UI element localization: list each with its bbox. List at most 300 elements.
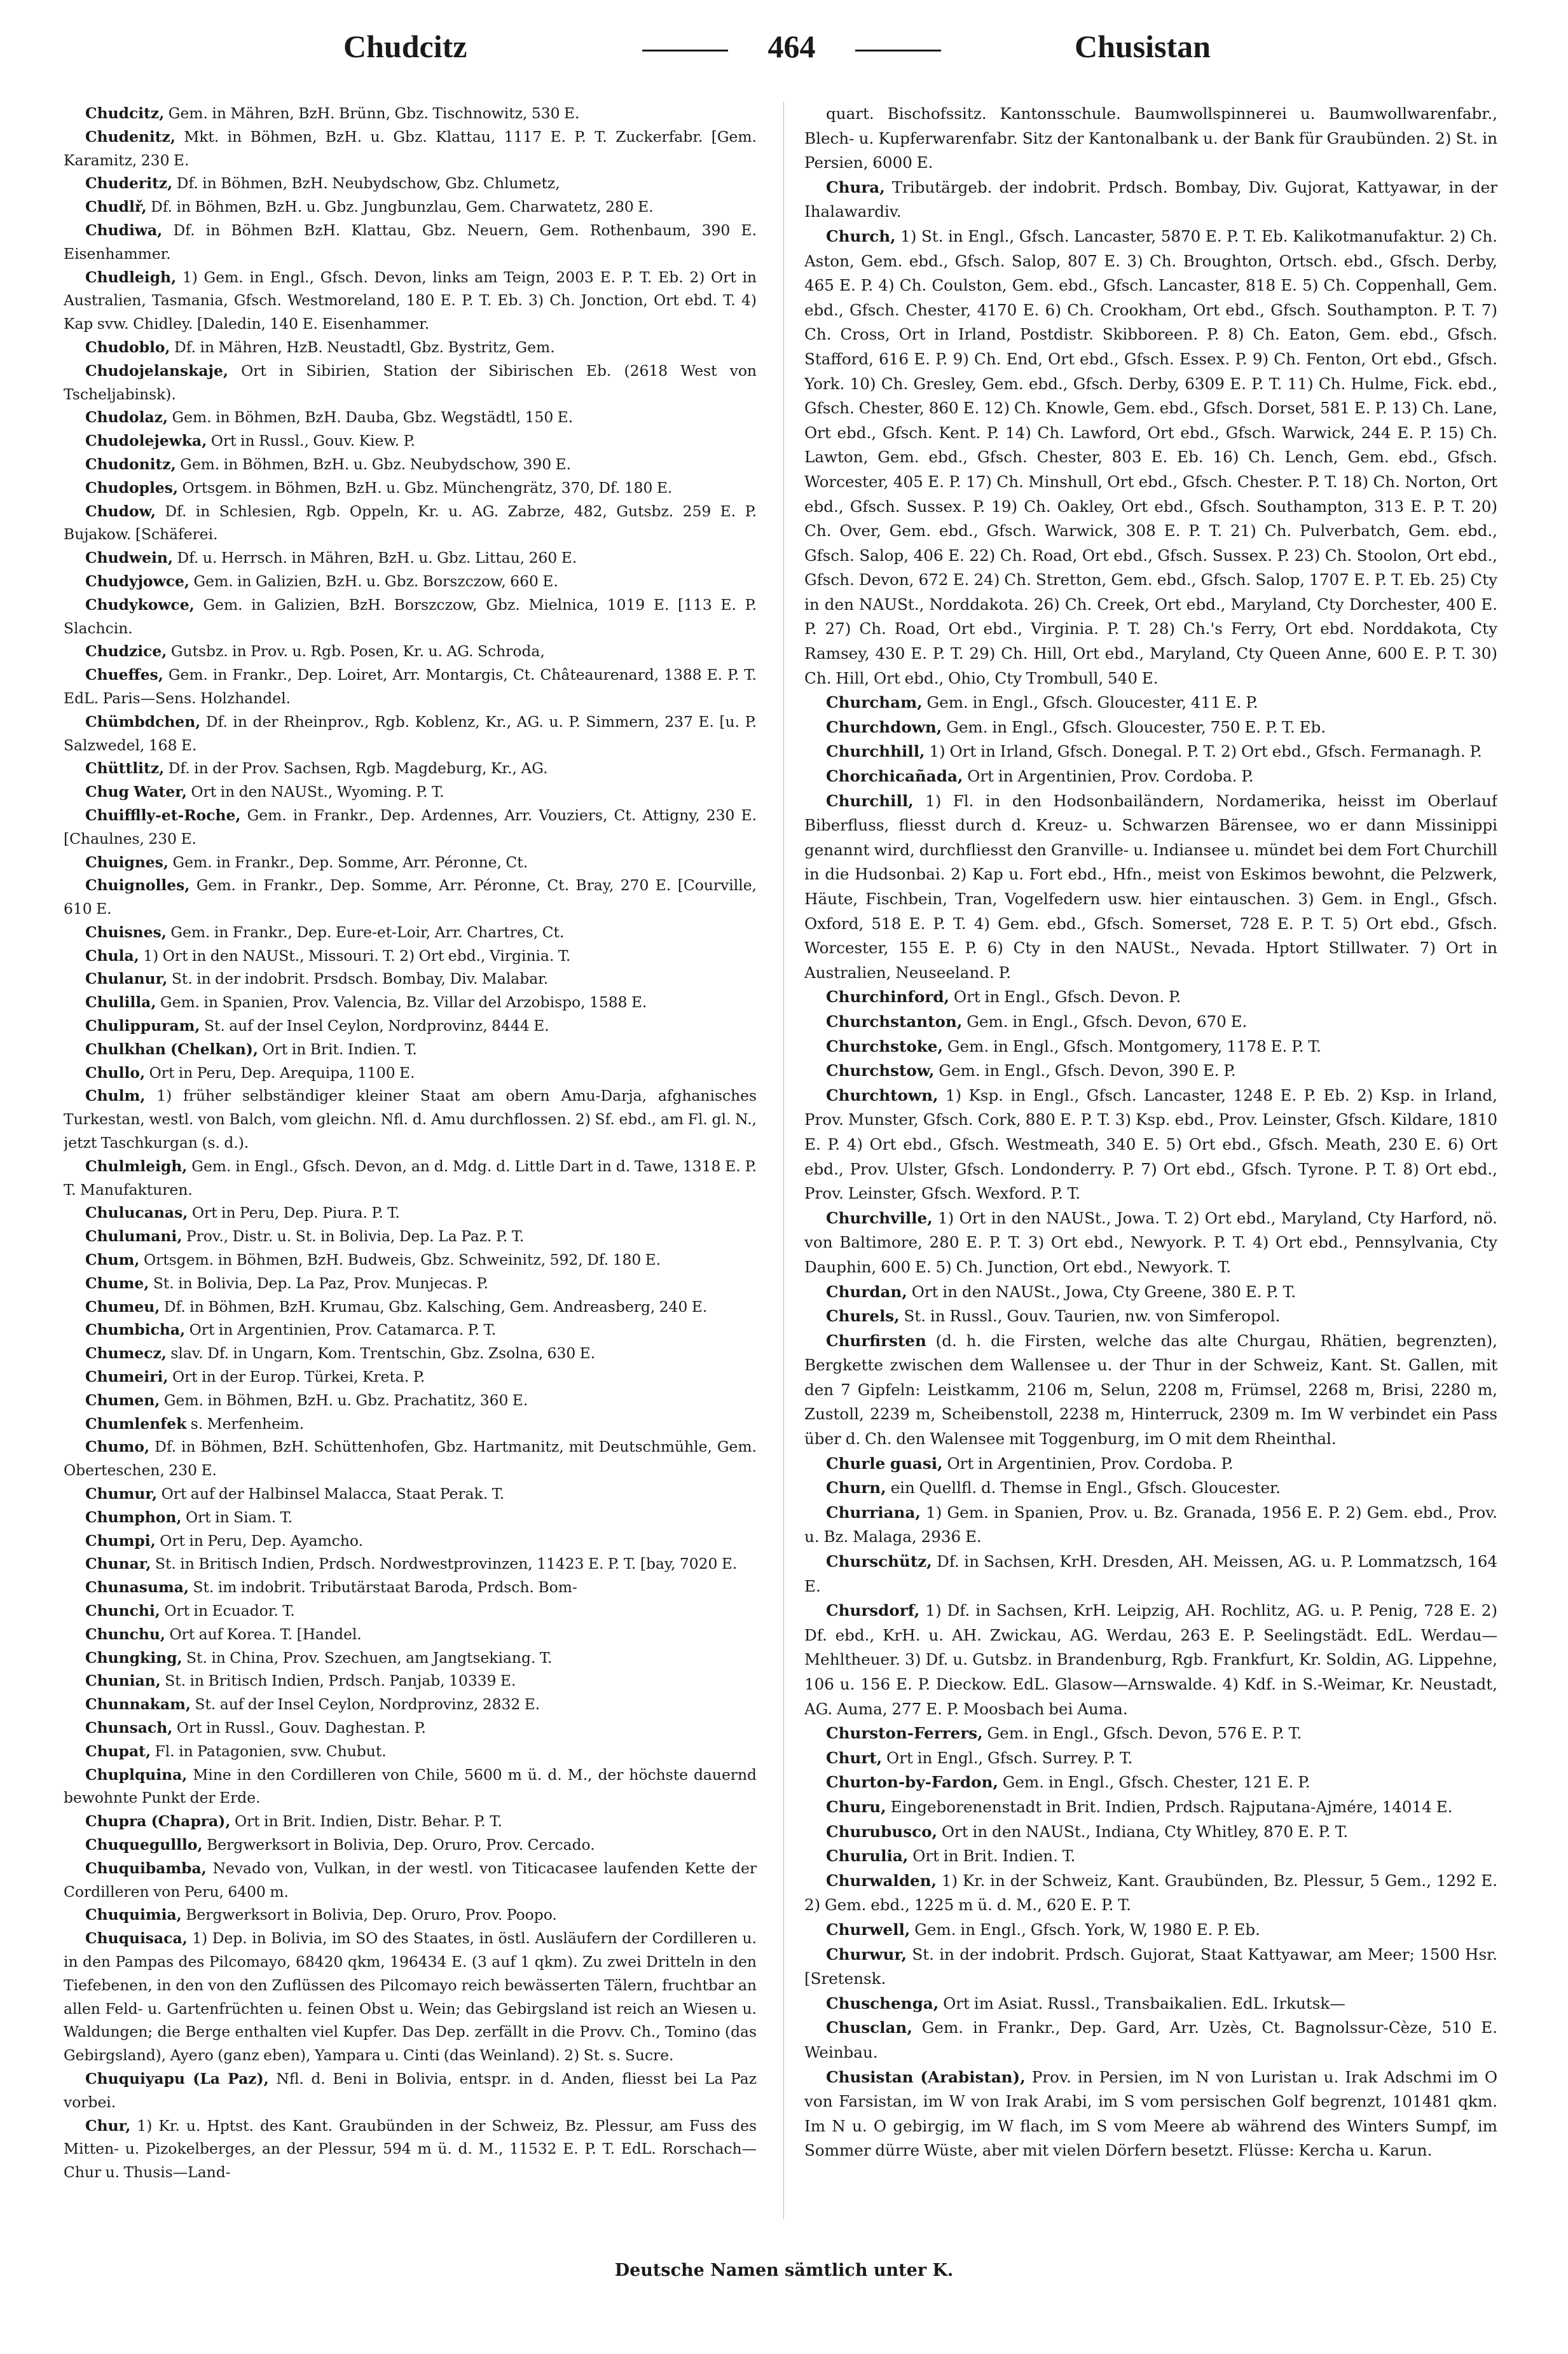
- entry-headword: Chunchi,: [85, 1602, 160, 1620]
- entry-text: Ortsgem. in Böhmen, BzH. Budweis, Gbz. Schweinitz, 592, Df. 180 E.: [143, 1251, 661, 1269]
- entry-text: Df. in der Rheinprov., Rgb. Koblenz, Kr., AG. u. P. Simmern, 237 E. [u. P. Salzwedel, 168 E.: [64, 712, 757, 754]
- entry: [804, 715, 1497, 740]
- entry-text: 1) Dep. in Bolivia, im SO des Staates, in östl. Ausläufern der Cordilleren u. in den Pampas des Pilcomayo, 68420 qkm, 196434 E. (3 auf 1 qkm). Zu zwei Dritteln in den Tiefebenen, in den von den Zuflüssen des Pilcomayo reich bewässerten Tälern, fruchtbar an allen Feld- u. Gartenfrüchten u. feinen Obst u. Wein; das Gebirgsland ist reich an Wiesen u. Waldungen; die Berge enthalten viel Kupfer. Das Dep. zerfällt in die Provv. Ch., Tomino (das Gebirgsland), Ayero (ganz eben), Yampara u. Cinti (das Weinland). 2) St. s. Sucre.: [64, 1929, 757, 2065]
- entry: [64, 1857, 757, 1904]
- entry-text: Ort in Russl., Gouv. Kiew. P.: [210, 432, 415, 450]
- entry-headword: Churchill,: [826, 791, 914, 810]
- entry: [64, 921, 757, 944]
- entry-headword: Chudyjowce,: [85, 572, 190, 590]
- entry-text: Ort in Peru, Dep. Ayamcho.: [160, 1531, 364, 1550]
- entry-headword: Chuignolles,: [85, 876, 190, 895]
- entry: [64, 2114, 757, 2184]
- entry: [804, 1010, 1497, 1035]
- entry: [64, 1669, 757, 1693]
- entry-headword: Chuignes,: [85, 853, 169, 871]
- entry-text: Gem. in Engl., Gfsch. Chester, 121 E. P.: [1002, 1773, 1310, 1792]
- entry: [804, 691, 1497, 715]
- entry-headword: Chumpi,: [85, 1531, 156, 1550]
- entry-text: St. im indobrit. Tributärstaat Baroda, Prdsch. Bom-: [193, 1578, 577, 1597]
- entry-text: Ort auf Korea. T. [Handel.: [169, 1625, 362, 1643]
- entry-text: Ortsgem. in Böhmen, BzH. u. Gbz. Münchengrätz, 370, Df. 180 E.: [182, 478, 673, 497]
- entry-text: Ort in Argentinien, Prov. Cordoba. P.: [967, 767, 1254, 786]
- entry: [64, 1389, 757, 1412]
- entry-text: Mine in den Cordilleren von Chile, 5600 m ü. d. M., der höchste dauernd bewohnte Punkt der Erde.: [64, 1765, 757, 1807]
- entry-headword: Chüttlitz,: [85, 759, 165, 778]
- entry: [64, 1201, 757, 1225]
- entry-headword: Chudleigh,: [85, 268, 177, 286]
- entry-headword: Chorchicañada,: [826, 767, 963, 786]
- entry-text: 1) Ort in den NAUSt., Jowa. T. 2) Ort ebd., Maryland, Cty Harford, nö. von Baltimore, 280 E. P. T. 3) Ort ebd., Newyork. P. T. 4) Ort ebd., Pennsylvania, Cty Dauphin, 600 E. 5) Ch. Junction, Ort ebd., Newyork. T.: [804, 1208, 1497, 1276]
- entry-text: Ort in Brit. Indien. T.: [262, 1040, 417, 1058]
- entry-text: Eingeborenenstadt in Brit. Indien, Prdsch. Rajputana-Ajmére, 14014 E.: [890, 1797, 1453, 1816]
- entry: [64, 476, 757, 500]
- entry: [64, 1412, 757, 1436]
- entry-text: Ort in Ecuador. T.: [164, 1602, 295, 1620]
- entry-text: Df. in Böhmen, BzH. Krumau, Gbz. Kalsching, Gem. Andreasberg, 240 E.: [163, 1297, 708, 1316]
- entry-headword: Churt,: [826, 1748, 883, 1767]
- entry-headword: Chulanur,: [85, 970, 168, 988]
- entry: [64, 1272, 757, 1295]
- entry-headword: Churwalden,: [826, 1871, 937, 1890]
- entry-headword: Chursdorf,: [826, 1601, 920, 1620]
- entry: [804, 1869, 1497, 1918]
- entry: [64, 102, 757, 125]
- entry-headword: Churchville,: [826, 1208, 933, 1227]
- entry-headword: Chuquisaca,: [85, 1929, 188, 1948]
- entry-headword: Churcham,: [826, 693, 923, 712]
- entry: [64, 944, 757, 968]
- entry: [64, 1061, 757, 1085]
- entry-text: Prov., Distr. u. St. in Bolivia, Dep. La Paz. P. T.: [186, 1227, 525, 1246]
- entry: [64, 804, 757, 851]
- entry-text: Bergwerksort in Bolivia, Dep. Oruro, Prov. Cercado.: [207, 1835, 595, 1854]
- entry-headword: Chudonitz,: [85, 455, 176, 473]
- entry: [64, 1295, 757, 1319]
- entry-text: Df. in Böhmen, BzH. u. Gbz. Jungbunzlau, Gem. Charwatetz, 280 E.: [151, 198, 654, 216]
- entry-text: Ort in Peru, Dep. Arequipa, 1100 E.: [149, 1063, 415, 1082]
- entry-text: 1) Kr. in der Schweiz, Kant. Graubünden, Bz. Plessur, 5 Gem., 1292 E. 2) Gem. ebd., 1225 m ü. d. M., 620 E. P. T.: [804, 1871, 1497, 1915]
- entry: [804, 985, 1497, 1010]
- entry: [64, 2067, 757, 2114]
- entry-text: Df. u. Herrsch. in Mähren, BzH. u. Gbz. Littau, 260 E.: [177, 549, 577, 567]
- entry-text: Mkt. in Böhmen, BzH. u. Gbz. Klattau, 1117 E. P. T. Zuckerfabr. [Gem. Karamitz, 230 E.: [64, 127, 757, 169]
- entry-headword: Chudojelanskaje,: [85, 361, 228, 380]
- entry-headword: Chudzice,: [85, 642, 167, 661]
- entry-text: Ort in Peru, Dep. Piura. P. T.: [191, 1204, 400, 1222]
- entry-text: Gem. in Frankr., Dep. Somme, Arr. Péronne, Ct. Bray, 270 E. [Courville, 610 E.: [64, 876, 757, 918]
- entry-text: Gem. in Böhmen, BzH. u. Gbz. Prachatitz, 360 E.: [163, 1391, 528, 1409]
- entry: [64, 710, 757, 757]
- entry-text: Ort in Engl., Gfsch. Devon. P.: [953, 988, 1181, 1007]
- entry-headword: Churchstow,: [826, 1061, 935, 1080]
- entry: [804, 1820, 1497, 1845]
- entry: [804, 1844, 1497, 1869]
- entry-text: St. in Russl., Gouv. Taurien, nw. von Simferopol.: [904, 1307, 1281, 1326]
- entry-headword: Churchtown,: [826, 1085, 939, 1105]
- entry: [64, 1225, 757, 1248]
- entry: [804, 224, 1497, 691]
- entry-headword: Chuquimia,: [85, 1906, 182, 1924]
- entry: [64, 1365, 757, 1389]
- entry-headword: Chumecz,: [85, 1344, 167, 1363]
- entry: [64, 1342, 757, 1365]
- entry-headword: Chudcitz,: [85, 104, 165, 122]
- entry-headword: Chupat,: [85, 1742, 151, 1760]
- entry-headword: Chusclan,: [826, 2018, 912, 2037]
- entry-headword: Chudenitz,: [85, 127, 175, 146]
- entry-text: Df. in Mähren, HzB. Neustadtl, Gbz. Bystritz, Gem.: [174, 338, 555, 356]
- entry-text: Gem. in Frankr., Dep. Somme, Arr. Péronne, Ct.: [172, 853, 528, 871]
- entry: [64, 1318, 757, 1342]
- entry-headword: Chumlenfek: [85, 1414, 187, 1433]
- header-dash-right: [855, 50, 941, 52]
- entry-text: Gem. in Engl., Gfsch. Gloucester, 411 E. P.: [926, 693, 1258, 712]
- entry-text: Gem. in Engl., Gfsch. Devon, 576 E. P. T.: [987, 1724, 1302, 1743]
- entry: [64, 1810, 757, 1833]
- entry-text: Ort in den NAUSt., Jowa, Cty Greene, 380 E. P. T.: [911, 1282, 1296, 1301]
- entry: [64, 195, 757, 219]
- entry-headword: Chumen,: [85, 1391, 160, 1409]
- entry-headword: Churwur,: [826, 1944, 907, 1964]
- page-footer-note: Deutsche Namen sämtlich unter K.: [614, 2261, 954, 2280]
- entry-headword: Chulmleigh,: [85, 1157, 188, 1175]
- entry: [64, 172, 757, 195]
- entry-text: St. in Britisch Indien, Prdsch. Panjab, 10339 E.: [165, 1672, 516, 1690]
- entry-headword: Chulippuram,: [85, 1017, 200, 1035]
- entry-text: 1) Df. in Sachsen, KrH. Leipzig, AH. Rochlitz, AG. u. P. Penig, 728 E. 2) Df. ebd., KrH. u. AH. Zwickau, AG. Werdau, 263 E. P. Seelingstädt. EdL. Werdau—Mehltheuer. 3) Df. u. Gutsbz. in Brandenburg, Rgb. Frankfurt, Kr. Soldin, AG. Lippehne, 106 u. 156 E. P. Dieckow. EdL. Glasow—Arnswalde. 4) Kdf. in S.-Weimar, Kr. Neustadt, AG. Auma, 277 E. P. Moosbach bei Auma.: [804, 1601, 1497, 1718]
- entry-headword: Chudolejewka,: [85, 432, 207, 450]
- entry: [804, 1721, 1497, 1746]
- right-column: [804, 102, 1497, 2219]
- entry: [804, 764, 1497, 789]
- entry-headword: Churchhill,: [826, 742, 925, 761]
- entry: [804, 102, 1497, 176]
- entry: [64, 219, 757, 266]
- entry-headword: Chuquegulllo,: [85, 1835, 203, 1854]
- entry-headword: Churchstoke,: [826, 1036, 944, 1056]
- entry: [64, 1599, 757, 1623]
- entry: [804, 1452, 1497, 1476]
- entry-headword: Churton-by-Fardon,: [826, 1773, 998, 1792]
- entry-text: (d. h. die Firsten, welche das alte Churgau, Rhätien, begrenzten), Bergkette zwischen dem Wallensee u. der Thur in der Schweiz, Kant. St. Gallen, mit den 7 Gipfeln: Leistkamm, 2106 m, Selun, 2208 m, Frümsel, 2268 m, Brisi, 2280 m, Zustoll, 2239 m, Scheibenstoll, 2238 m, Hinterruck, 2309 m. Im W verbindet ein Pass über d. Ch. den Walensee mit Toggenburg, im O mit dem Rheinthal.: [804, 1331, 1497, 1449]
- entry: [64, 593, 757, 640]
- entry: [64, 1763, 757, 1810]
- entry-text: ein Quellfl. d. Themse in Engl., Gfsch. Gloucester.: [890, 1478, 1281, 1497]
- entry-text: St. auf der Insel Ceylon, Nordprovinz, 8444 E.: [203, 1017, 549, 1035]
- entry-text: Ort in Engl., Gfsch. Surrey. P. T.: [886, 1748, 1133, 1767]
- entry-headword: Chuquiyapu (La Paz),: [85, 2069, 269, 2088]
- header-dash-left: [642, 50, 728, 52]
- entry-headword: Chudow,: [85, 502, 156, 520]
- entry-headword: Churu,: [826, 1797, 886, 1816]
- entry: [64, 125, 757, 172]
- entry: [64, 453, 757, 476]
- entry-headword: Chuisnes,: [85, 923, 167, 941]
- entry: [64, 266, 757, 336]
- entry-text: St. in der indobrit. Prdsch. Gujorat, Staat Kattyawar, am Meer; 1500 Hsr. [Sretensk.: [804, 1944, 1497, 1988]
- entry: [804, 1059, 1497, 1084]
- entry-text: Gem. in Galizien, BzH. u. Gbz. Borszczow, 660 E.: [193, 572, 558, 590]
- entry: [804, 1084, 1497, 1206]
- entry-headword: Chueffes,: [85, 666, 163, 684]
- entry: [64, 1506, 757, 1529]
- entry-text: Gem. in Frankr., Dep. Gard, Arr. Uzès, Ct. Bagnolssur-Cèze, 510 E. Weinbau.: [804, 2018, 1497, 2061]
- entry: [804, 1035, 1497, 1059]
- entry-text: 1) Kr. u. Hptst. des Kant. Graubünden in der Schweiz, Bz. Plessur, am Fuss des Mitten- u. Pizokelberges, an der Plessur, 594 m ü. d. M., 11532 E. P. T. EdL. Rorschach—Chur u. Thusis—Land-: [64, 2116, 757, 2182]
- entry-text: Nevado von, Vulkan, in der westl. von Titicacasee laufenden Kette der Cordilleren von Peru, 6400 m.: [64, 1859, 757, 1901]
- entry-text: 1) St. in Engl., Gfsch. Lancaster, 5870 E. P. T. Eb. Kalikotmanufaktur. 2) Ch. Aston, Gem. ebd., Gfsch. Salop, 807 E. 3) Ch. Broughton, Ortsch. ebd., Gfsch. Derby, 465 E. P. 4) Ch. Coulston, Gem. ebd., Gfsch. Lancaster, 818 E. 5) Ch. Coppenhall, Gem. ebd., Gfsch. Chester, 4170 E. 6) Ch. Crookham, Ort ebd., Gfsch. Southampton. P. T. 7) Ch. Cross, Ort in Irland, Postdistr. Skibboreen. P. 8) Ch. Eaton, Gem. ebd., Gfsch. Stafford, 616 E. P. 9) Ch. End, Ort ebd., Gfsch. Essex. P. 9) Ch. Fenton, Ort ebd., Gfsch. York. 10) Ch. Gresley, Gem. ebd., Gfsch. Derby, 6309 E. P. T. 11) Ch. Hulme, Fick. ebd., Gfsch. Chester, 860 E. 12) Ch. Knowle, Gem. ebd., Gfsch. Dorset, 581 E. P. 13) Ch. Lane, Ort ebd., Gfsch. Kent. P. 14) Ch. Lawford, Ort ebd., Gfsch. Warwick, 244 E. P. 15) Ch. Lawton, Gem. ebd., Gfsch. Chester, 803 E. Eb. 16) Ch. Lench, Gem. ebd., Gfsch. Worcester, 405 E. P. 17) Ch. Minshull, Ort ebd., Gfsch. Chester. P. T. 18) Ch. Norton, Ort ebd., Gfsch. Sussex. P. 19) Ch. Oakley, Ort ebd., Gfsch. Southampton, 313 E. P. T. 20) Ch. Over, Gem. ebd., Gfsch. Warwick, 308 E. P. T. 21) Ch. Pulverbatch, Gem. ebd., Gfsch. Salop, 406 E. 22) Ch. Road, Ort ebd., Gfsch. Sussex. P. 23) Ch. Stoolon, Ort ebd., Gfsch. Devon, 672 E. 24) Ch. Stretton, Gem. ebd., Gfsch. Salop, 1707 E. P. T. Eb. 25) Cty in den NAUSt., Norddakota. 26) Ch. Creek, Ort ebd., Maryland, Cty Dorchester, 400 E. P. 27) Ch. Road, Ort ebd., Virginia. P. T. 28) Ch.'s Ferry, Ort ebd. Norddakota, Cty Ramsey, 430 E. P. T. 29) Ch. Hill, Ort ebd., Maryland, Cty Queen Anne, 600 E. P. T. 30) Ch. Hill, Ort ebd., Ohio, Cty Trombull, 540 E.: [804, 226, 1497, 687]
- entry-text: Ort in Brit. Indien, Distr. Behar. P. T.: [234, 1812, 502, 1831]
- entry: [64, 1552, 757, 1576]
- entry: [64, 1927, 757, 2067]
- entry: [64, 406, 757, 429]
- entry: [64, 851, 757, 874]
- entry-headword: Chuifflly-et-Roche,: [85, 806, 241, 824]
- entry-headword: Chumbicha,: [85, 1321, 186, 1339]
- entry-text: Bergwerksort in Bolivia, Dep. Oruro, Prov. Poopo.: [186, 1906, 557, 1924]
- entry-headword: Chudykowce,: [85, 595, 195, 614]
- entry: [804, 2065, 1497, 2163]
- entry: [804, 1746, 1497, 1771]
- entry-headword: Chuquibamba,: [85, 1859, 207, 1877]
- entry: [64, 1576, 757, 1599]
- entry-headword: Churchinford,: [826, 988, 950, 1007]
- entry-headword: Chunnakam,: [85, 1695, 191, 1714]
- entry: [64, 336, 757, 359]
- entry: [64, 500, 757, 547]
- entry-text: Prov. in Persien, im N von Luristan u. Irak Adschmi im O von Farsistan, im W von Irak Arabi, im S vom persischen Golf begrenzt, 101481 qkm. Im N u. O gebirgig, im W flach, im S vom Meere ab während des Winters Sumpf, im Sommer dürre Wüste, aber mit vielen Dörfern besetzt. Flüsse: Kercha u. Karun.: [804, 2067, 1497, 2160]
- entry-text: Gem. in Spanien, Prov. Valencia, Bz. Villar del Arzobispo, 1588 E.: [160, 993, 647, 1012]
- entry-headword: Chunian,: [85, 1672, 161, 1690]
- entry-text: s. Merfenheim.: [190, 1414, 305, 1433]
- entry-headword: Churubusco,: [826, 1822, 938, 1841]
- entry: [64, 1084, 757, 1154]
- entry-headword: Chudoblo,: [85, 338, 170, 356]
- entry-headword: Chullo,: [85, 1063, 146, 1082]
- entry: [804, 1329, 1497, 1452]
- entry-text: quart. Bischofssitz. Kantonsschule. Baumwollspinnerei u. Baumwollwarenfabr., Blech- u. Kupferwarenfabr. Sitz der Kantonalbank u. der Bank für Graubünden. 2) St. in Persien, 6000 E.: [804, 104, 1497, 172]
- entry-text: St. auf der Insel Ceylon, Nordprovinz, 2832 E.: [195, 1695, 540, 1714]
- entry: [804, 1918, 1497, 1943]
- entry: [804, 1599, 1497, 1721]
- entry-text: Gem. in Frankr., Dep. Loiret, Arr. Montargis, Ct. Châteaurenard, 1388 E. P. T. EdL. Paris—Sens. Holzhandel.: [64, 666, 757, 707]
- entry-text: Ort im Asiat. Russl., Transbaikalien. EdL. Irkutsk—: [943, 1993, 1345, 2013]
- entry: [804, 2016, 1497, 2065]
- entry-headword: Chuschenga,: [826, 1993, 939, 2013]
- entry-text: Ort in der Europ. Türkei, Kreta. P.: [172, 1368, 425, 1386]
- entry-headword: Churston-Ferrers,: [826, 1724, 983, 1743]
- entry-headword: Chulilla,: [85, 993, 156, 1012]
- entry-text: Gem. in Engl., Gfsch. Montgomery, 1178 E. P. T.: [947, 1036, 1321, 1056]
- entry-headword: Chumur,: [85, 1485, 158, 1503]
- entry-text: Gem. in Engl., Gfsch. Devon, 670 E.: [966, 1012, 1248, 1031]
- entry-text: Gem. in Engl., Gfsch. Devon, an d. Mdg. d. Little Dart in d. Tawe, 1318 E. P. T. Manufakturen.: [64, 1157, 757, 1199]
- entry-headword: Chunchu,: [85, 1625, 166, 1643]
- entry-text: 1) Ort in Irland, Gfsch. Donegal. P. T. 2) Ort ebd., Gfsch. Fermanagh. P.: [929, 742, 1482, 761]
- entry-text: Gem. in Engl., Gfsch. Gloucester, 750 E. P. T. Eb.: [946, 717, 1326, 736]
- entry-text: Ort in Argentinien, Prov. Cordoba. P.: [947, 1454, 1234, 1473]
- entry-text: Gem. in Engl., Gfsch. Devon, 390 E. P.: [939, 1061, 1236, 1080]
- entry-text: Ort in Sibirien, Station der Sibirischen Eb. (2618 West von Tscheljabinsk).: [64, 361, 757, 403]
- entry-headword: Churwell,: [826, 1920, 911, 1939]
- entry-headword: Chudolaz,: [85, 408, 168, 427]
- entry-text: Ort in Brit. Indien. T.: [912, 1847, 1076, 1866]
- entry-headword: Churn,: [826, 1478, 886, 1497]
- entry-headword: Churels,: [826, 1307, 900, 1326]
- entry-headword: Chur,: [85, 2116, 131, 2135]
- entry-headword: Chungking,: [85, 1648, 182, 1667]
- entry-text: Gem. in Engl., Gfsch. York, W, 1980 E. P. Eb.: [914, 1920, 1260, 1939]
- entry-headword: Chunasuma,: [85, 1578, 189, 1597]
- entry: [64, 1903, 757, 1927]
- entry: [64, 359, 757, 406]
- entry: [64, 570, 757, 593]
- entry-headword: Chunsach,: [85, 1718, 173, 1737]
- entry: [64, 1693, 757, 1716]
- entry: [804, 789, 1497, 986]
- entry-headword: Chunar,: [85, 1555, 151, 1573]
- entry-headword: Churfirsten: [826, 1331, 926, 1350]
- entry-headword: Chusistan (Arabistan),: [826, 2067, 1026, 2086]
- entry: [804, 1501, 1497, 1550]
- entry-headword: Chura,: [826, 177, 885, 196]
- entry: [804, 1206, 1497, 1280]
- entry-headword: Churle guasi,: [826, 1454, 943, 1473]
- entry: [64, 1716, 757, 1740]
- entry: [64, 1482, 757, 1506]
- entry: [64, 1740, 757, 1763]
- entry: [804, 1476, 1497, 1501]
- page-number: 464: [767, 29, 816, 64]
- entry: [804, 1550, 1497, 1599]
- entry-headword: Chulkhan (Chelkan),: [85, 1040, 259, 1058]
- entry-headword: Church,: [826, 226, 896, 245]
- entry-text: 1) Ksp. in Engl., Gfsch. Lancaster, 1248 E. P. Eb. 2) Ksp. in Irland, Prov. Munster, Gfsch. Cork, 880 E. P. T. 3) Ksp. ebd., Prov. Leinster, Gfsch. Kildare, 1810 E. P. 4) Ort ebd., Gfsch. Westmeath, 340 E. 5) Ort ebd., Gfsch. Meath, 230 E. 6) Ort ebd., Prov. Ulster, Gfsch. Londonderry. P. 7) Ort ebd., Gfsch. Tyrone. P. T. 8) Ort ebd., Prov. Leinster, Gfsch. Wexford. P. T.: [804, 1085, 1497, 1203]
- entry: [64, 1833, 757, 1857]
- entry-headword: Churriana,: [826, 1503, 921, 1522]
- entry: [804, 1280, 1497, 1305]
- entry-headword: Chumphon,: [85, 1508, 182, 1526]
- entry: [64, 546, 757, 570]
- entry: [64, 967, 757, 991]
- entry: [64, 1623, 757, 1646]
- entry-headword: Chupra (Chapra),: [85, 1812, 231, 1831]
- entry: [64, 1155, 757, 1202]
- entry-headword: Chümbdchen,: [85, 712, 201, 731]
- entry-headword: Chudoples,: [85, 478, 179, 497]
- entry-headword: Chum,: [85, 1251, 140, 1269]
- entry-text: Nfl. d. Beni in Bolivia, entspr. in d. Anden, fliesst bei La Paz vorbei.: [64, 2069, 757, 2111]
- entry-text: St. in China, Prov. Szechuen, am Jangtsekiang. T.: [186, 1648, 553, 1667]
- entry-text: St. in der indobrit. Prsdsch. Bombay, Div. Malabar.: [171, 970, 549, 988]
- entry-text: 1) Fl. in den Hodsonbailändern, Nordamerika, heisst im Oberlauf Biberfluss, fliesst durch d. Kreuz- u. Schwarzen Bärensee, wo er dann Missinippi genannt wird, durchfliesst den Granville- u. Indiansee u. mündet bei dem Fort Churchill in die Hudsonbai. 2) Kap u. Fort ebd., Hfn., meist von Eskimos bewohnt, die Pelzwerk, Häute, Fischbein, Tran, Vogelfedern usw. hier eintauschen. 3) Gem. in Engl., Gfsch. Oxford, 518 E. P. T. 4) Gem. ebd., Gfsch. Somerset, 728 E. P. T. 5) Ort ebd., Gfsch. Worcester, 155 E. P. 6) Cty in den NAUSt., Nevada. Hptort Stillwater. 7) Ort in Australien, Neuseeland. P.: [804, 791, 1497, 982]
- column-divider: [783, 102, 784, 2219]
- entry: [64, 991, 757, 1014]
- entry-text: slav. Df. in Ungarn, Kom. Trentschin, Gbz. Zsolna, 630 E.: [170, 1344, 596, 1363]
- entry-headword: Chula,: [85, 946, 139, 965]
- entry: [804, 740, 1497, 764]
- entry: [64, 1248, 757, 1272]
- entry: [64, 1435, 757, 1482]
- entry: [64, 429, 757, 453]
- entry-text: Ort in den NAUSt., Indiana, Cty Whitley, 870 E. P. T.: [941, 1822, 1349, 1841]
- entry-text: Ort in Russl., Gouv. Daghestan. P.: [176, 1718, 426, 1737]
- entry-headword: Churschütz,: [826, 1552, 932, 1571]
- entry-text: St. in Britisch Indien, Prdsch. Nordwestprovinzen, 11423 E. P. T. [bay, 7020 E.: [155, 1555, 738, 1573]
- entry: [64, 757, 757, 780]
- entry-text: Tributärgeb. der indobrit. Prdsch. Bombay, Div. Gujorat, Kattyawar, in der Ihalawardiv.: [804, 177, 1497, 221]
- entry-text: Df. in Böhmen, BzH. Schüttenhofen, Gbz. Hartmanitz, mit Deutschmühle, Gem. Oberteschen, 230 E.: [64, 1438, 757, 1480]
- entry-headword: Churdan,: [826, 1282, 907, 1301]
- entry-text: Gem. in Mähren, BzH. Brünn, Gbz. Tischnowitz, 530 E.: [168, 104, 580, 122]
- entry: [64, 780, 757, 804]
- entry-headword: Chulucanas,: [85, 1204, 188, 1222]
- entry-headword: Chumeiri,: [85, 1368, 168, 1386]
- entry-headword: Churchstanton,: [826, 1012, 963, 1031]
- entry-text: Df. in der Prov. Sachsen, Rgb. Magdeburg, Kr., AG.: [168, 759, 548, 778]
- entry: [64, 1038, 757, 1061]
- entry-headword: Chudwein,: [85, 549, 174, 567]
- entry-headword: Chudlř,: [85, 198, 147, 216]
- entry-headword: Chulumani,: [85, 1227, 182, 1246]
- entry-text: Df. in Böhmen BzH. Klattau, Gbz. Neuern, Gem. Rothenbaum, 390 E. Eisenhammer.: [64, 221, 757, 263]
- entry-text: Gem. in Böhmen, BzH. u. Gbz. Neubydschow, 390 E.: [180, 455, 572, 473]
- running-header: [95, 25, 1475, 76]
- entry: [64, 1646, 757, 1670]
- entry: [804, 1992, 1497, 2016]
- entry-text: Ort auf der Halbinsel Malacca, Staat Perak. T.: [161, 1485, 505, 1503]
- entry-text: Gutsbz. in Prov. u. Rgb. Posen, Kr. u. AG. Schroda,: [170, 642, 545, 661]
- entry-text: Ort in Siam. T.: [185, 1508, 293, 1526]
- entry-headword: Chumo,: [85, 1438, 150, 1456]
- entry-headword: Chume,: [85, 1274, 149, 1292]
- entry-text: Gem. in Böhmen, BzH. Dauba, Gbz. Wegstädtl, 150 E.: [172, 408, 574, 427]
- entry: [804, 176, 1497, 224]
- left-column: [64, 102, 757, 2219]
- entry-text: Ort in Argentinien, Prov. Catamarca. P. T.: [189, 1321, 497, 1339]
- entry-headword: Chuderitz,: [85, 174, 173, 193]
- entry-headword: Churchdown,: [826, 717, 942, 736]
- entry-text: Gem. in Frankr., Dep. Ardennes, Arr. Vouziers, Ct. Attigny, 230 E. [Chaulnes, 230 E.: [64, 806, 757, 848]
- entry-headword: Chumeu,: [85, 1297, 160, 1316]
- header-first-keyword: Chudcitz: [343, 29, 467, 64]
- entry: [804, 1770, 1497, 1795]
- entry-text: Fl. in Patagonien, svw. Chubut.: [155, 1742, 387, 1760]
- entry-headword: Chuplquina,: [85, 1765, 188, 1784]
- entry-headword: Churulia,: [826, 1847, 909, 1866]
- entry: [804, 1943, 1497, 1992]
- entry-text: 1) früher selbständiger kleiner Staat am obern Amu-Darja, afghanisches Turkestan, westl. von Balch, vom gleichn. Nfl. d. Amu durchflossen. 2) Sf. ebd., am Fl. gl. N., jetzt Taschkurgan (s. d.).: [64, 1087, 757, 1152]
- entry-headword: Chudiwa,: [85, 221, 163, 239]
- entry: [64, 1014, 757, 1038]
- entry: [64, 663, 757, 710]
- entry-text: Gem. in Frankr., Dep. Eure-et-Loir, Arr. Chartres, Ct.: [170, 923, 565, 941]
- entry-text: Ort in den NAUSt., Wyoming. P. T.: [191, 783, 444, 801]
- entry-text: Df. in Sachsen, KrH. Dresden, AH. Meissen, AG. u. P. Lommatzsch, 164 E.: [804, 1552, 1497, 1595]
- entry: [64, 1529, 757, 1553]
- entry-headword: Chulm,: [85, 1087, 146, 1105]
- header-last-keyword: Chusistan: [1075, 29, 1211, 64]
- entry: [64, 874, 757, 921]
- entry-text: Gem. in Galizien, BzH. Borszczow, Gbz. Mielnica, 1019 E. [113 E. P. Slachcin.: [64, 595, 757, 637]
- entry: [804, 1795, 1497, 1820]
- entry-text: 1) Gem. in Engl., Gfsch. Devon, links am Teign, 2003 E. P. T. Eb. 2) Ort in Australien, Tasmania, Gfsch. Westmoreland, 180 E. P. T. Eb. 3) Ch. Jonction, Ort ebd. T. 4) Kap svw. Chidley. [Daledin, 140 E. Eisenhammer.: [64, 268, 757, 333]
- entry: [804, 1304, 1497, 1329]
- entry-text: 1) Ort in den NAUSt., Missouri. T. 2) Ort ebd., Virginia. T.: [143, 946, 571, 965]
- entry-text: 1) Gem. in Spanien, Prov. u. Bz. Granada, 1956 E. P. 2) Gem. ebd., Prov. u. Bz. Malaga, 2936 E.: [804, 1503, 1497, 1546]
- entry-text: St. in Bolivia, Dep. La Paz, Prov. Munjecas. P.: [153, 1274, 488, 1292]
- entry-headword: Chug Water,: [85, 783, 187, 801]
